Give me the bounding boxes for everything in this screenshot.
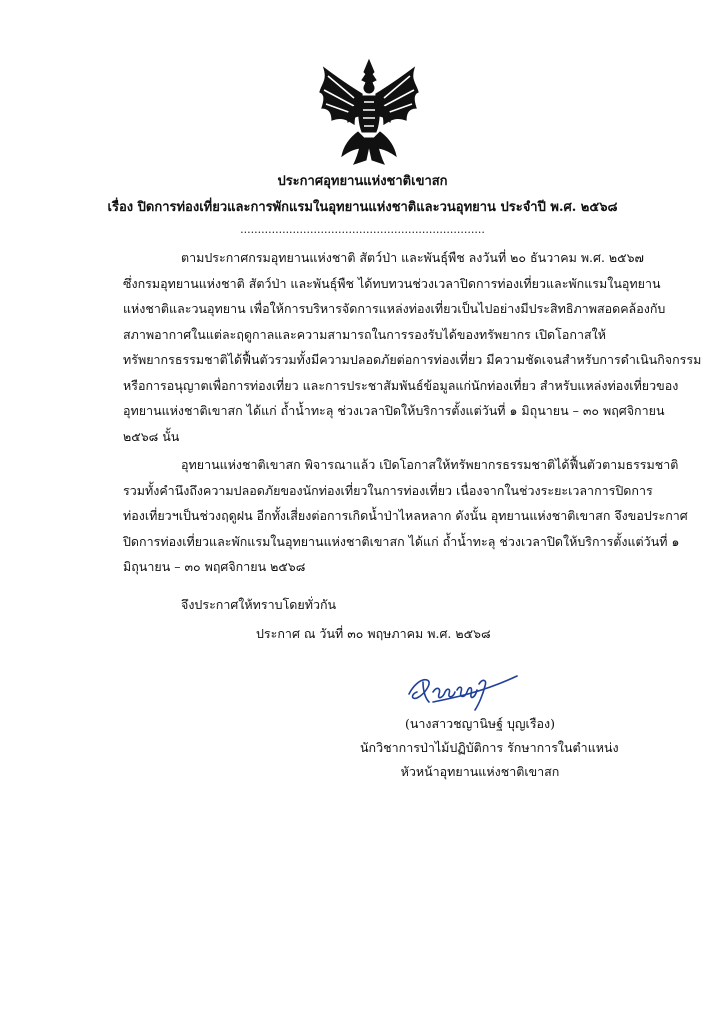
signatory-position: นักวิชาการป่าไม้ปฏิบัติการ รักษาการในตำแหน่ง [360,740,619,755]
handwritten-signature [403,664,521,714]
paragraph-line: อุทยานแห่งชาติเขาสก ได้แก่ ถ้ำน้ำทะลุ ช่วงเวลาปิดให้บริการตั้งแต่วันที่ ๑ มิถุนายน – ๓๐ พฤศจิกายน [123,403,665,418]
closing-statement: จึงประกาศให้ทราบโดยทั่วกัน [181,597,337,612]
paragraph-line: ตามประกาศกรมอุทยานแห่งชาติ สัตว์ป่า และพันธุ์พืช ลงวันที่ ๒๐ ธันวาคม พ.ศ. ๒๕๖๗ [181,250,644,265]
dotted-divider: ...................................................................... [240,223,485,236]
announcement-title: ประกาศอุทยานแห่งชาติเขาสก [277,174,448,189]
announcement-subject: เรื่อง ปิดการท่องเที่ยวและการพักแรมในอุทยานแห่งชาติและวนอุทยาน ประจำปี พ.ศ. ๒๕๖๘ [107,200,618,215]
paragraph-line: หรือการอนุญาตเพื่อการท่องเที่ยว และการประชาสัมพันธ์ข้อมูลแก่นักท่องเที่ยว สำหรับแหล่งท่องเที่ยวของ [123,377,679,393]
paragraph-line: สภาพอากาศในแต่ละฤดูกาลและความสามารถในการรองรับได้ของทรัพยากร เปิดโอกาสให้ [123,326,606,342]
signature-block [360,712,619,784]
paragraph-line: ซึ่งกรมอุทยานแห่งชาติ สัตว์ป่า และพันธุ์พืช ได้ทบทวนช่วงเวลาปิดการท่องเที่ยวและพักแรมในอุทยาน [123,275,661,291]
body-paragraph-2 [123,452,688,580]
signatory-name: (นางสาวชญานิษฐ์ บุญเรือง) [404,716,556,731]
paragraph-line: ท่องเที่ยวฯเป็นช่วงฤดูฝน อีกทั้งเสี่ยงต่อการเกิดน้ำป่าไหลหลาก ดังนั้น อุทยานแห่งชาติเขาสก จึงขอประกาศ [123,508,688,523]
paragraph-line: อุทยานแห่งชาติเขาสก พิจารณาแล้ว เปิดโอกาสให้ทรัพยากรธรรมชาติได้ฟื้นตัวตามธรรมชาติ [181,457,679,472]
paragraph-line: ปิดการท่องเที่ยวและพักแรมในอุทยานแห่งชาติเขาสก ได้แก่ ถ้ำน้ำทะลุ ช่วงเวลาปิดให้บริการตั้งแต่วันที่ ๑ [123,533,680,549]
paragraph-line: มิถุนายน – ๓๐ พฤศจิกายน ๒๕๖๘ [123,559,306,574]
body-paragraph-1 [123,245,702,449]
paragraph-line: แห่งชาติและวนอุทยาน เพื่อให้การบริหารจัดการแหล่งท่องเที่ยวเป็นไปอย่างมีประสิทธิภาพสอดคล้องกับ [123,301,666,316]
signatory-title: หัวหน้าอุทยานแห่งชาติเขาสก [400,764,560,779]
paragraph-line: ทรัพยากรธรรมชาติได้ฟื้นตัวรวมทั้งมีความปลอดภัยต่อการท่องเที่ยว มีความชัดเจนสำหรับการดำเนินกิจกรรม [123,352,702,367]
paragraph-line: รวมทั้งคำนึงถึงความปลอดภัยของนักท่องเที่ยวในการท่องเที่ยว เนื่องจากในช่วงระยะเวลาการปิดการ [123,482,653,498]
announcement-date: ประกาศ ณ วันที่ ๓๐ พฤษภาคม พ.ศ. ๒๕๖๘ [256,626,491,641]
garuda-emblem-icon [314,58,424,166]
paragraph-line: ๒๕๖๘ นั้น [123,428,180,444]
